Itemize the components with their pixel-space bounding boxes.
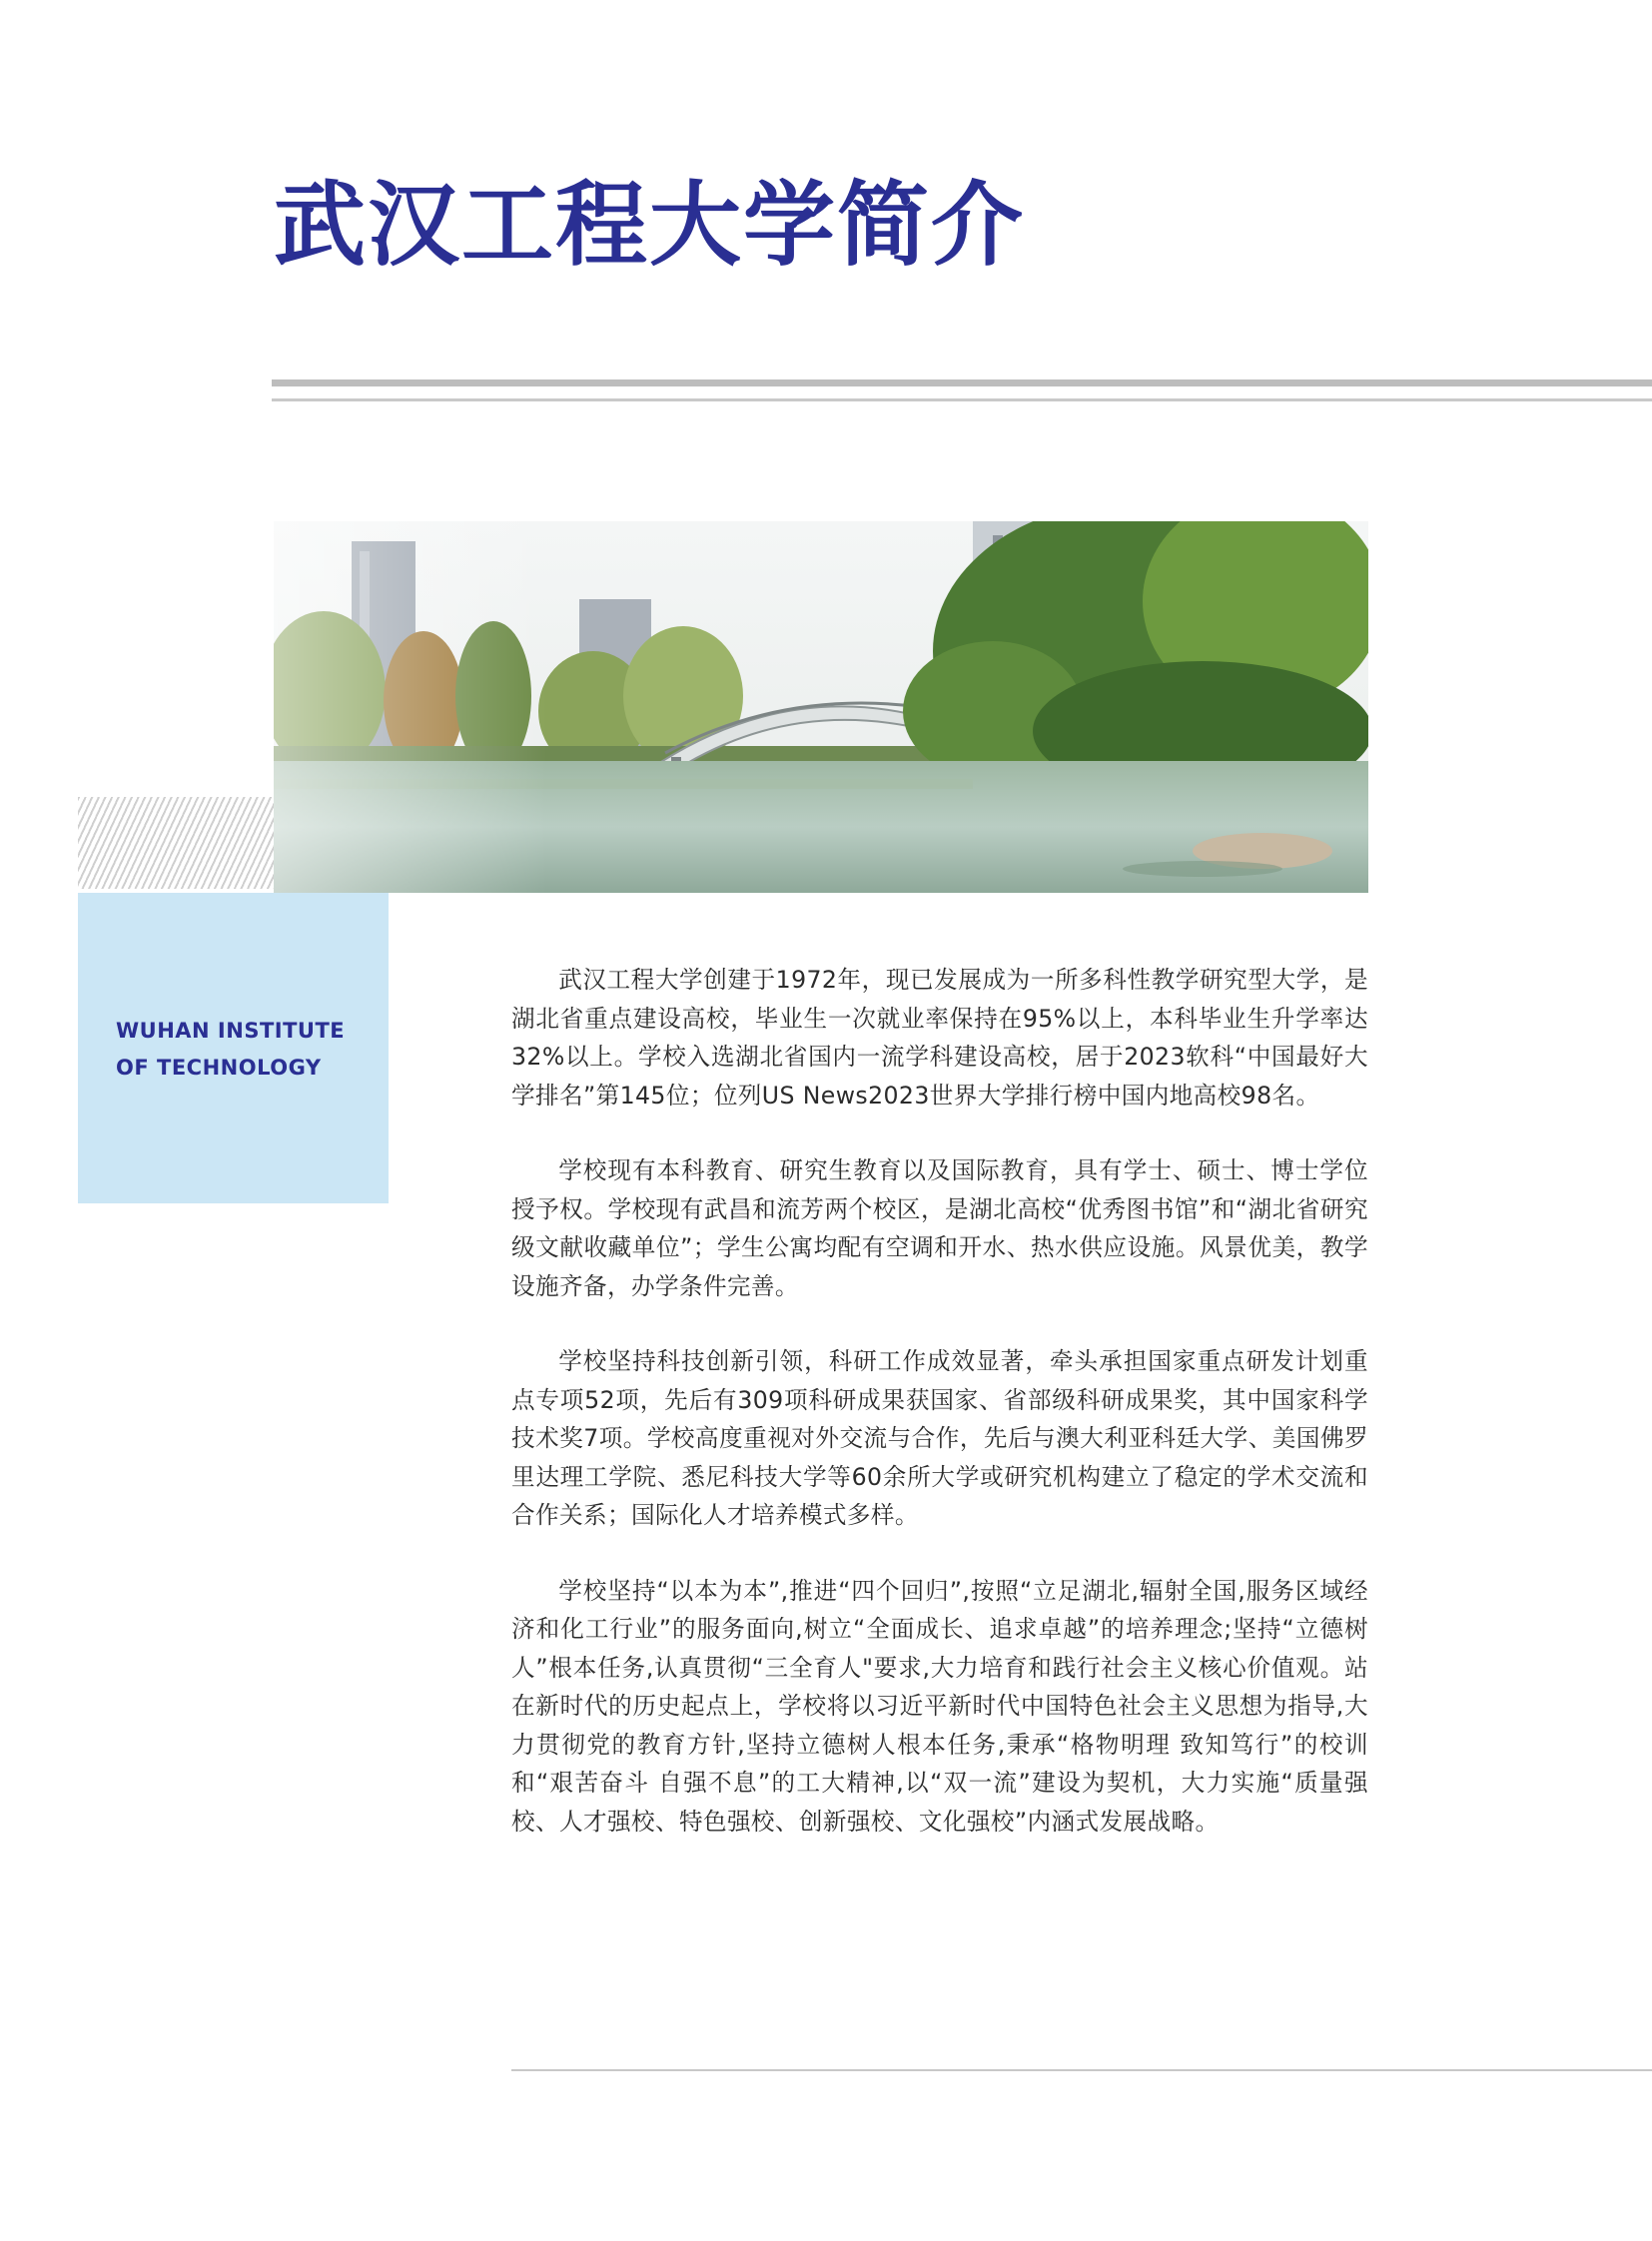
introduction-body bbox=[511, 961, 1368, 1877]
english-name-line2: OF TECHNOLOGY bbox=[116, 1056, 322, 1080]
footer-divider bbox=[511, 2069, 1652, 2071]
paragraph-mission: 学校坚持“以本为本”,推进“四个回归”,按照“立足湖北,辐射全国,服务区域经济和化工行业”的服务面向,树立“全面成长、追求卓越”的培养理念;坚持“立德树人”根本任务,认真贯彻“三全育人"要求,大力培育和践行社会主义核心价值观。站在新时代的历史起点上，学校将以习近平新时代中国特色社会主义思想为指导,大力贯彻党的教育方针,坚持立德树人根本任务,秉承“格物明理 致知笃行”的校训和“艰苦奋斗 自强不息”的工大精神,以“双一流”建设为契机，大力实施“质量强校、人才强校、特色强校、创新强校、文化强校”内涵式发展战略。 bbox=[511, 1576, 1368, 1836]
campus-lake-bridge-photo bbox=[274, 521, 1368, 893]
header-divider-thick bbox=[272, 379, 1652, 386]
paragraph-history: 武汉工程大学创建于1972年，现已发展成为一所多科性教学研究型大学，是湖北省重点建设高校，毕业生一次就业率保持在95%以上，本科毕业生升学率达32%以上。学校入选湖北省国内一流学科建设高校，居于2023软科“中国最好大学排名”第145位；位列US News2023世界大学排行榜中国内地高校98名。 bbox=[511, 966, 1368, 1110]
paragraph-education: 学校现有本科教育、研究生教育以及国际教育，具有学士、硕士、博士学位授予权。学校现有武昌和流芳两个校区，是湖北高校“优秀图书馆”和“湖北省研究级文献收藏单位”；学生公寓均配有空调和开水、热水供应设施。风景优美，教学设施齐备，办学条件完善。 bbox=[511, 1156, 1368, 1300]
english-institution-name bbox=[116, 1013, 345, 1087]
english-name-box bbox=[78, 893, 389, 1203]
header-divider-thin bbox=[272, 398, 1652, 401]
paragraph-research: 学校坚持科技创新引领，科研工作成效显著，牵头承担国家重点研发计划重点专项52项，先后有309项科研成果获国家、省部级科研成果奖，其中国家科学技术奖7项。学校高度重视对外交流与合作，先后与澳大利亚科廷大学、美国佛罗里达理工学院、悉尼科技大学等60余所大学或研究机构建立了稳定的学术交流和合作关系；国际化人才培养模式多样。 bbox=[511, 1347, 1368, 1529]
page-title: 武汉工程大学简介 bbox=[274, 172, 1026, 279]
english-name-line1: WUHAN INSTITUTE bbox=[116, 1019, 346, 1043]
